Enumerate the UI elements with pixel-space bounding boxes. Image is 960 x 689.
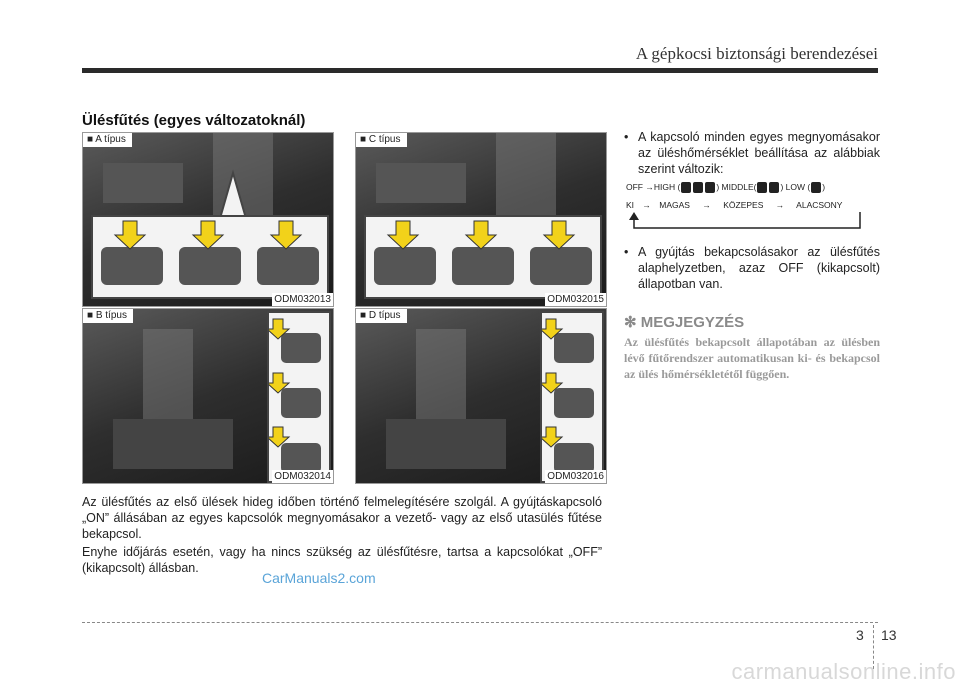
page-chapter: 3 [856,627,864,643]
note-title: ✻ MEGJEGYZÉS [624,314,745,331]
bullet-dot: • [624,245,629,259]
page-number: 13 [881,627,897,643]
figure-c-inset [364,215,602,299]
figure-a-switches [93,217,327,297]
note-body: Az ülésfűtés bekapcsolt állapotában az ülésben lévő fűtőrendszer automatikusan ki- és bekapcsol az ülés hőmérsékletétől függően. [624,335,880,381]
figure-a [82,132,334,307]
figure-b-inset [267,311,331,483]
footer-rule [82,622,878,623]
header-rule [82,68,878,73]
watermark-text: CarManuals2.com [262,570,376,586]
figure-d-label: ■ D típus [356,309,407,323]
site-watermark: carmanualsonline.info [731,659,956,684]
header-title: A gépkocsi biztonsági berendezései [635,44,878,63]
seat-heat-icon [811,182,821,193]
figure-d [355,308,607,484]
seq-close: ) [822,182,826,192]
figure-b-switches [269,313,329,481]
body-paragraph-1: Az ülésfűtés az első ülések hideg időben történő felmelegítésére szolgál. A gyújtáskapcsoló „ON” állásában az egyes kapcsolók megnyomásakor a vezető- vagy az első utasülés fűtése bekapcsol. [82,495,602,541]
seq-kozepes: KÖZEPES [723,200,764,210]
seq-magas: MAGAS [659,200,690,210]
seq-high: HIGH ( [653,182,681,192]
figure-a-label: ■ A típus [83,133,132,147]
figure-c-code: ODM032015 [547,294,604,305]
body-paragraph-2: Enyhe időjárás esetén, vagy ha nincs szükség az ülésfűtésre, tartsa a kapcsolókat „OFF” (kikapcsolt) állásban. [82,545,602,575]
figure-b-label: ■ B típus [83,309,133,323]
seat-heat-icon [705,182,715,193]
figure-a-code: ODM032013 [274,294,331,305]
seq-middle: ) MIDDLE( [716,182,757,192]
figure-c-switches [366,217,600,297]
seat-heat-icon [769,182,779,193]
seq-low: ) LOW ( [780,182,811,192]
seat-heat-icon [681,182,691,193]
sequence-bottom [626,200,878,210]
arrow-right-icon: → [775,200,785,210]
seq-ki: KI [626,200,635,210]
bullet-2 [624,244,880,292]
figure-a-inset [91,215,329,299]
seat-heat-icon [693,182,703,193]
figure-d-inset [540,311,604,483]
figure-c [355,132,607,307]
figure-c-label: ■ C típus [356,133,407,147]
bullet-2-text: A gyújtás bekapcsolásakor az ülésfűtés alaphelyzetben, azaz OFF (kikapcsolt) állapotban van. [638,245,880,291]
seq-alacsony: ALACSONY [796,200,843,210]
bullet-dot: • [624,130,629,144]
figure-d-code: ODM032016 [547,471,604,482]
seq-off: OFF [626,182,643,192]
section-title: Ülésfűtés (egyes változatoknál) [82,112,306,129]
cycle-return-arrow [628,212,868,234]
figure-d-switches [542,313,602,481]
bullet-1 [624,129,880,177]
arrow-right-icon: → [645,182,654,192]
figure-b-code: ODM032014 [274,471,331,482]
seat-heat-icon [757,182,767,193]
arrow-right-icon: → [702,200,711,210]
sequence-top [626,182,825,193]
figure-b [82,308,334,484]
arrow-right-icon: → [642,200,651,210]
bullet-1-text: A kapcsoló minden egyes megnyomásakor az üléshőmérséklet beállítása az alábbiak szerint változik: [638,130,880,176]
